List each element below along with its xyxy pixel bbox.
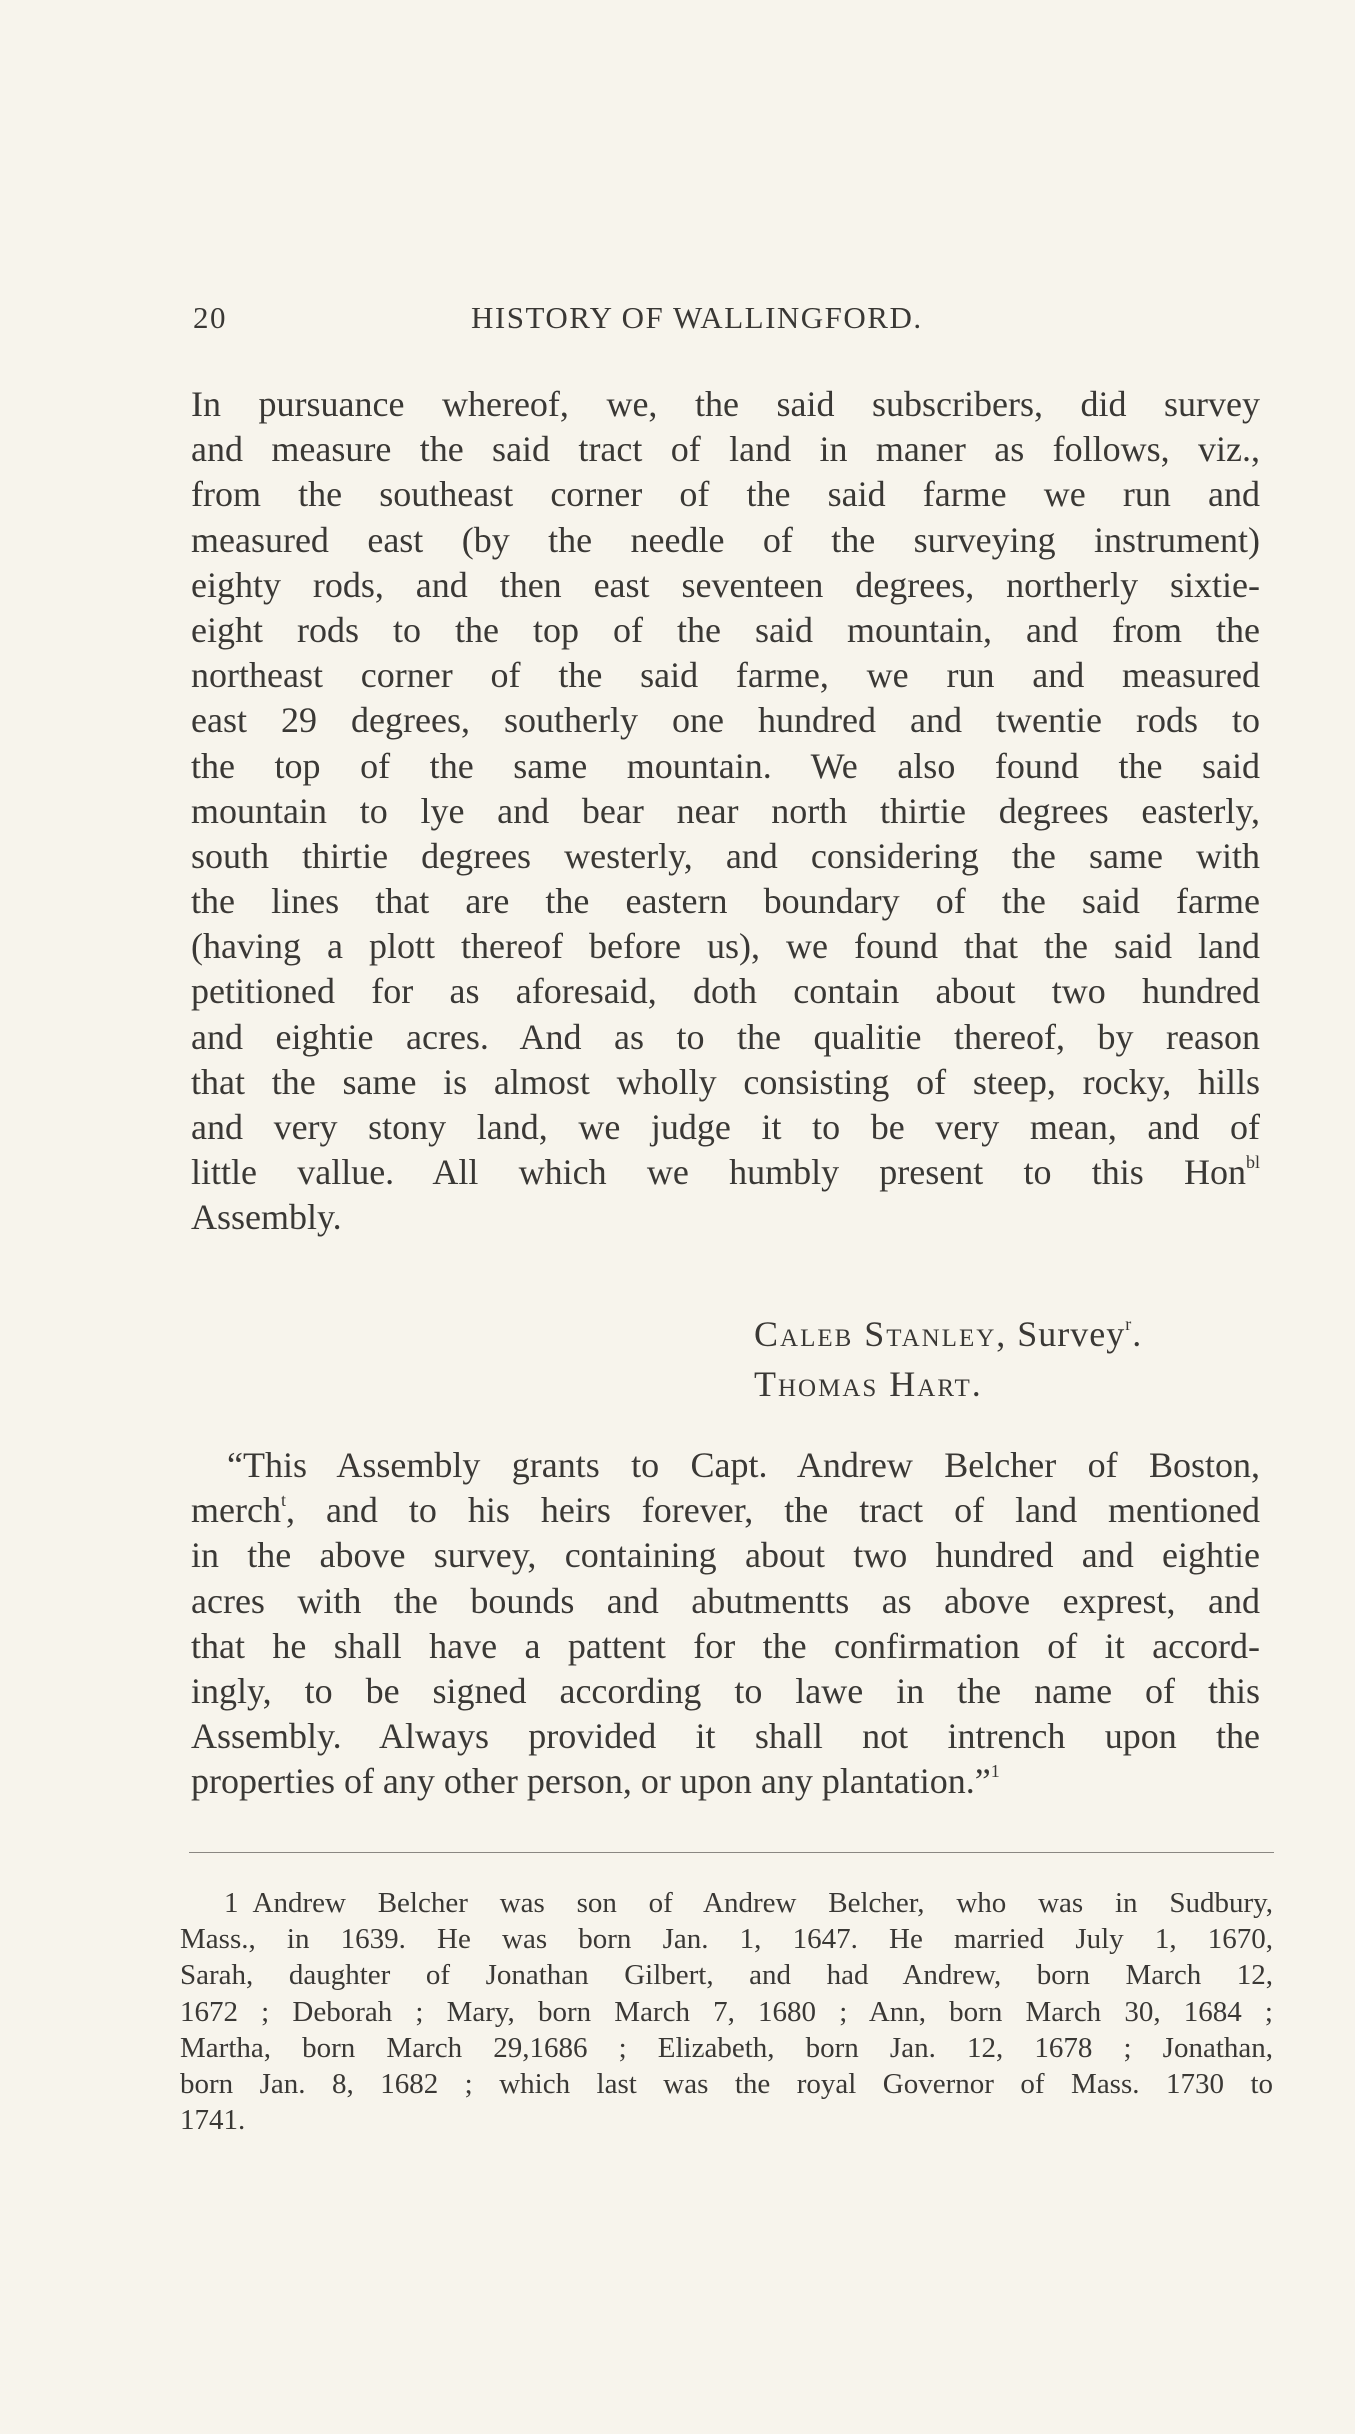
signatory-name: Caleb Stanley,	[754, 1314, 1008, 1354]
text-line: that the same is almost wholly consisting of steep, rocky, hills	[191, 1061, 1260, 1102]
footnote-marker: 1	[224, 1887, 239, 1919]
footnote-divider	[189, 1852, 1274, 1853]
text-segment: little vallue. All which we humbly present to this Hon	[191, 1152, 1246, 1193]
text-line: (having a plott thereof before us), we found that the said land	[191, 926, 1260, 967]
text-line: northeast corner of the said farme, we run and measured	[191, 655, 1260, 696]
text-line: measured east (by the needle of the surveying instrument)	[191, 519, 1260, 560]
text-line-with-superscript	[191, 1150, 1260, 1195]
text-line: eight rods to the top of the said mountain, and from the	[191, 609, 1260, 650]
text-line: in the above survey, containing about two hundred and eightie	[191, 1535, 1260, 1576]
text-line-with-superscript	[191, 1488, 1260, 1533]
text-line: that he shall have a pattent for the confirmation of it accord-	[191, 1625, 1260, 1666]
footnote-line: Martha, born March 29,1686 ; Elizabeth, born Jan. 12, 1678 ; Jonathan,	[180, 2031, 1273, 2064]
text-line: eighty rods, and then east seventeen degrees, northerly sixtie-	[191, 564, 1260, 605]
text-line: petitioned for as aforesaid, doth contain about two hundred	[191, 971, 1260, 1012]
text-line: from the southeast corner of the said farme we run and	[191, 474, 1260, 515]
text-line: east 29 degrees, southerly one hundred and twentie rods to	[191, 700, 1260, 741]
footnote-line: 1741.	[180, 2104, 246, 2137]
text-line: “This Assembly grants to Capt. Andrew Belcher of Boston,	[227, 1445, 1260, 1485]
text-line: acres with the bounds and abutmentts as above exprest, and	[191, 1580, 1260, 1621]
text-segment: properties of any other person, or upon any plantation.”	[191, 1761, 991, 1802]
signature-caleb-stanley: Caleb Stanley, Survey$^r$.	[754, 1314, 1143, 1354]
text-line: Assembly. Always provided it shall not intrench upon the	[191, 1716, 1260, 1757]
text-line-with-footnote-ref	[191, 1759, 1260, 1804]
footnote-line: Mass., in 1639. He was born Jan. 1, 1647. He married July 1, 1670,	[180, 1923, 1273, 1956]
text-segment: , and to his heirs forever, the tract of land mentioned	[285, 1490, 1260, 1531]
footnote-reference: 1	[990, 1761, 1000, 1782]
text-line: south thirtie degrees westerly, and considering the same with	[191, 835, 1260, 876]
page-number: 20	[193, 300, 227, 335]
signature-thomas-hart: Thomas Hart.	[754, 1364, 983, 1404]
footnote	[180, 1885, 1273, 2138]
superscript: bl	[1245, 1152, 1260, 1173]
text-line: and measure the said tract of land in maner as follows, viz.,	[191, 429, 1260, 470]
text-line: and eightie acres. And as to the qualitie thereof, by reason	[191, 1016, 1260, 1057]
signature-block	[754, 1309, 1142, 1409]
running-head	[193, 298, 993, 338]
text-line: and very stony land, we judge it to be very mean, and of	[191, 1107, 1260, 1147]
footnote-line	[180, 1885, 1273, 1921]
footnote-line: 1672 ; Deborah ; Mary, born March 7, 1680 ; Ann, born March 30, 1684 ;	[180, 1995, 1273, 2028]
text-line: In pursuance whereof, we, the said subscribers, did survey	[191, 384, 1260, 424]
survey-paragraph	[191, 382, 1260, 1241]
text-segment: Andrew Belcher was son of Andrew Belcher, who was in Sudbury,	[252, 1887, 1273, 1919]
text-line: the lines that are the eastern boundary of the said farme	[191, 881, 1260, 922]
footnote-line: Sarah, daughter of Jonathan Gilbert, and had Andrew, born March 12,	[180, 1959, 1273, 1992]
text-line: Assembly.	[191, 1197, 342, 1238]
text-line: the top of the same mountain. We also found the said	[191, 745, 1260, 786]
text-line: ingly, to be signed according to lawe in the name of this	[191, 1670, 1260, 1711]
superscript: r	[1125, 1314, 1133, 1334]
text-segment: merch	[191, 1490, 281, 1531]
grant-paragraph	[191, 1443, 1260, 1805]
signatory-title: Survey	[1017, 1314, 1126, 1354]
footnote-line: born Jan. 8, 1682 ; which last was the royal Governor of Mass. 1730 to	[180, 2067, 1273, 2100]
text-line: mountain to lye and bear near north thirtie degrees easterly,	[191, 790, 1260, 831]
running-title: HISTORY OF WALLINGFORD.	[471, 300, 923, 335]
superscript: t	[280, 1490, 286, 1511]
